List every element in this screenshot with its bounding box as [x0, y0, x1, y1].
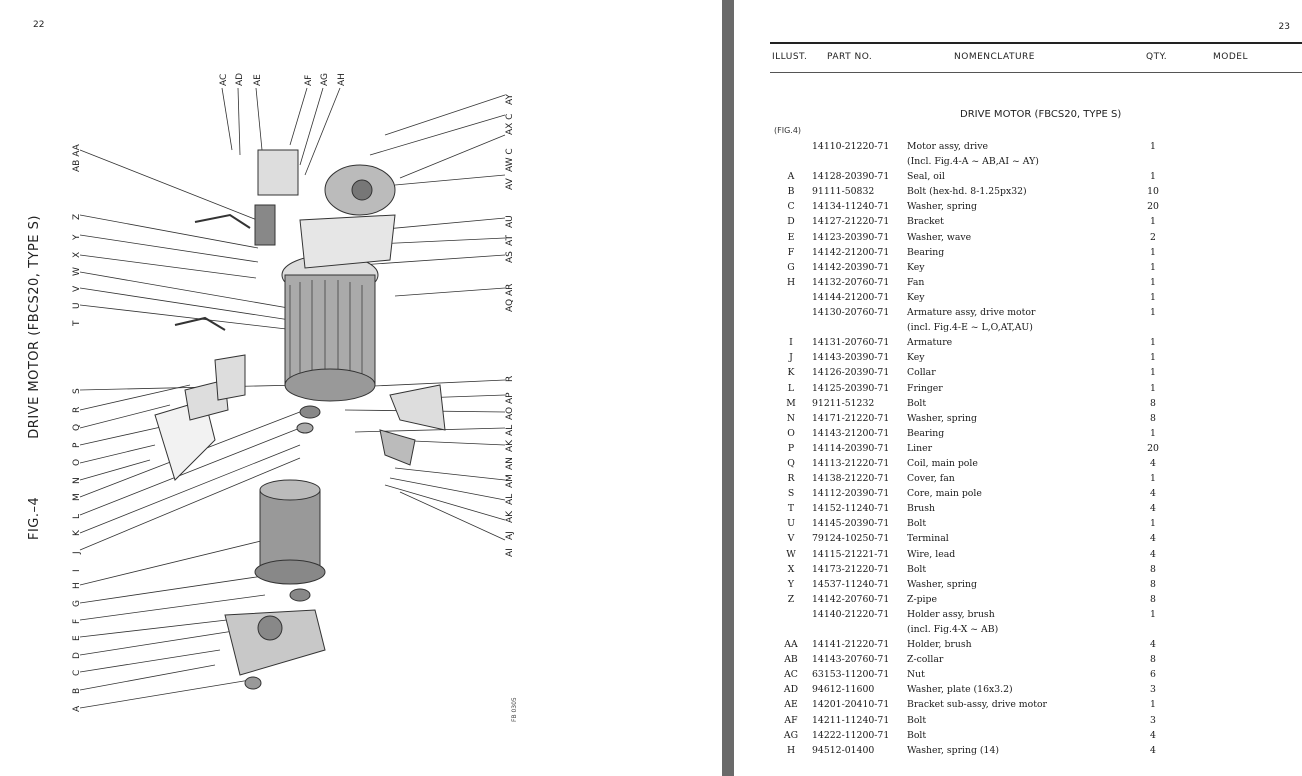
- part-no-cell: 91211-51232: [812, 397, 875, 409]
- parts-table: [734, 139, 1302, 758]
- nomenclature-cell: Bracket sub-assy, drive motor: [907, 699, 1047, 711]
- part-no-cell: 14113-21220-71: [812, 457, 890, 469]
- illust-cell: T: [787, 503, 795, 515]
- part-no-cell: 14127-21220-71: [812, 216, 890, 228]
- table-row: [734, 350, 1302, 365]
- illust-cell: Y: [787, 578, 795, 590]
- nomenclature-cell: Bolt: [907, 714, 927, 726]
- svg-text:AP: AP: [505, 392, 515, 404]
- qty-cell: 1: [1150, 307, 1156, 319]
- table-row: [734, 381, 1302, 396]
- page-number-left: 22: [33, 20, 45, 30]
- table-row: [734, 592, 1302, 607]
- qty-cell: 1: [1150, 246, 1156, 258]
- table-row: [734, 290, 1302, 305]
- illust-cell: M: [786, 397, 796, 409]
- svg-text:X: X: [72, 251, 82, 258]
- svg-text:H: H: [72, 582, 82, 589]
- qty-cell: 1: [1150, 382, 1156, 394]
- nomenclature-cell: Bolt: [907, 518, 927, 530]
- figure-label: FIG.–4: [26, 496, 42, 540]
- table-row: [734, 547, 1302, 562]
- part-no-cell: 14143-20760-71: [812, 654, 890, 666]
- part-no-cell: 14152-11240-71: [812, 503, 890, 515]
- qty-cell: 3: [1150, 714, 1156, 726]
- callout-ad: AD: [235, 72, 245, 86]
- table-row: [734, 471, 1302, 486]
- nomenclature-cell: Fan: [907, 276, 925, 288]
- part-no-cell: 94512-01400: [812, 744, 875, 756]
- svg-text:B: B: [72, 687, 82, 694]
- illust-cell: AC: [784, 669, 798, 681]
- part-no-cell: 14112-20390-71: [812, 488, 890, 500]
- qty-cell: 4: [1150, 503, 1156, 515]
- qty-cell: 8: [1150, 563, 1156, 575]
- illust-cell: H: [786, 744, 796, 756]
- illust-cell: Q: [787, 457, 795, 469]
- table-row: [734, 260, 1302, 275]
- qty-cell: 4: [1150, 729, 1156, 741]
- svg-text:AL: AL: [505, 424, 515, 436]
- part-no-cell: 14142-20390-71: [812, 261, 890, 273]
- nomenclature-cell: Bearing: [907, 427, 945, 439]
- nomenclature-cell: Cover, fan: [907, 473, 955, 485]
- part-no-cell: 14143-20390-71: [812, 352, 890, 364]
- svg-text:AB AA: AB AA: [72, 144, 82, 172]
- qty-cell: 4: [1150, 744, 1156, 756]
- svg-text:O: O: [72, 458, 82, 466]
- svg-text:F: F: [72, 618, 82, 624]
- table-row: [734, 411, 1302, 426]
- callout-ag: AG: [320, 73, 330, 86]
- table-row: [734, 441, 1302, 456]
- nomenclature-cell: Key: [907, 291, 925, 303]
- nomenclature-cell: Armature assy, drive motor: [907, 307, 1036, 319]
- qty-cell: 1: [1150, 276, 1156, 288]
- nomenclature-cell: Holder assy, brush: [907, 608, 995, 620]
- part-no-cell: 79124-10250-71: [812, 533, 890, 545]
- illust-cell: AE: [784, 699, 798, 711]
- svg-text:AM: AM: [505, 474, 515, 488]
- qty-cell: 1: [1150, 171, 1156, 183]
- svg-text:AY: AY: [505, 94, 515, 105]
- part-no-cell: 14142-20760-71: [812, 593, 890, 605]
- qty-cell: 4: [1150, 548, 1156, 560]
- callouts-right: [505, 94, 515, 557]
- svg-text:W: W: [72, 267, 82, 276]
- illust-cell: W: [786, 548, 796, 560]
- figure-code: FB 0305: [511, 697, 518, 722]
- illust-cell: L: [787, 382, 795, 394]
- illust-cell: I: [789, 337, 793, 349]
- qty-cell: 8: [1150, 654, 1156, 666]
- part-no-cell: 14173-21220-71: [812, 563, 890, 575]
- figure-reference: (FIG.4): [774, 126, 802, 135]
- part-no-cell: 14140-21220-71: [812, 608, 890, 620]
- nomenclature-cell: Nut: [907, 669, 925, 681]
- nomenclature-cell: Washer, plate (16x3.2): [907, 684, 1013, 696]
- part-no-cell: 14171-21220-71: [812, 412, 890, 424]
- qty-cell: 8: [1150, 397, 1156, 409]
- part-no-cell: 14537-11240-71: [812, 578, 890, 590]
- svg-text:C: C: [72, 669, 82, 676]
- nomenclature-cell: Motor assy, drive: [907, 141, 988, 152]
- table-row: [734, 667, 1302, 682]
- svg-text:K: K: [72, 530, 82, 536]
- part-no-cell: 14222-11200-71: [812, 729, 890, 741]
- table-row: [734, 275, 1302, 290]
- illust-cell: D: [787, 216, 795, 228]
- table-row: [734, 230, 1302, 245]
- svg-text:AO: AO: [505, 406, 515, 420]
- part-no-cell: 14125-20390-71: [812, 382, 890, 394]
- nomenclature-cell: Seal, oil: [907, 171, 945, 183]
- svg-text:AN: AN: [505, 457, 515, 470]
- svg-text:AT: AT: [505, 235, 515, 246]
- table-row: [734, 426, 1302, 441]
- svg-text:AX C: AX C: [505, 113, 515, 135]
- qty-cell: 8: [1150, 578, 1156, 590]
- illust-cell: R: [787, 473, 795, 485]
- table-row: [734, 456, 1302, 471]
- nomenclature-cell: Collar: [907, 367, 936, 379]
- illust-cell: P: [787, 442, 795, 454]
- qty-cell: 1: [1150, 699, 1156, 711]
- svg-text:N: N: [72, 477, 82, 484]
- qty-cell: 8: [1150, 412, 1156, 424]
- svg-text:Q: Q: [72, 423, 82, 431]
- table-row: [734, 199, 1302, 214]
- nomenclature-cell: Washer, spring: [907, 201, 977, 213]
- nomenclature-cell: (incl. Fig.4-X ~ AB): [907, 624, 999, 635]
- nomenclature-cell: Bearing: [907, 246, 945, 258]
- part-no-cell: 14131-20760-71: [812, 337, 890, 349]
- part-no-cell: 14141-21220-71: [812, 639, 890, 651]
- svg-text:V: V: [72, 285, 82, 292]
- part-no-cell: 14110-21220-71: [812, 141, 890, 152]
- illust-cell: Z: [787, 593, 795, 605]
- section-title: DRIVE MOTOR (FBCS20, TYPE S): [960, 109, 1122, 120]
- header-nomenclature: NOMENCLATURE: [954, 52, 1035, 62]
- nomenclature-cell: Z-pipe: [907, 593, 937, 605]
- table-row: [734, 516, 1302, 531]
- part-no-cell: 14138-21220-71: [812, 473, 890, 485]
- nomenclature-cell: Key: [907, 352, 925, 364]
- nomenclature-cell: Bolt (hex-hd. 8-1.25px32): [907, 186, 1027, 198]
- qty-cell: 6: [1150, 669, 1156, 681]
- nomenclature-cell: Wire, lead: [907, 548, 956, 560]
- table-row: [734, 652, 1302, 667]
- nomenclature-cell: Key: [907, 261, 925, 273]
- header-illust: ILLUST.: [772, 52, 808, 62]
- svg-text:AQ: AQ: [505, 298, 515, 312]
- illust-cell: B: [787, 186, 795, 198]
- nomenclature-cell: Washer, wave: [907, 231, 972, 243]
- page-gutter: [722, 0, 734, 776]
- nomenclature-cell: (Incl. Fig.4-A ~ AB,AI ~ AY): [907, 156, 1039, 168]
- part-no-cell: 94612-11600: [812, 684, 875, 696]
- table-row: [734, 169, 1302, 184]
- part-no-cell: 14128-20390-71: [812, 171, 890, 183]
- illust-cell: O: [787, 427, 795, 439]
- svg-text:T: T: [72, 320, 82, 326]
- qty-cell: 1: [1150, 352, 1156, 364]
- svg-text:D: D: [72, 652, 82, 659]
- svg-text:P: P: [72, 442, 82, 448]
- table-row: [734, 697, 1302, 712]
- table-row: [734, 743, 1302, 758]
- svg-text:S: S: [72, 388, 82, 394]
- motor-parts: [155, 150, 445, 689]
- part-no-cell: 63153-11200-71: [812, 669, 890, 681]
- illust-cell: G: [787, 261, 795, 273]
- table-row: [734, 728, 1302, 743]
- svg-text:AK: AK: [505, 439, 515, 452]
- qty-cell: 1: [1150, 473, 1156, 485]
- svg-text:AI: AI: [505, 548, 515, 557]
- qty-cell: 1: [1150, 216, 1156, 228]
- qty-cell: 2: [1150, 231, 1156, 243]
- qty-cell: 20: [1147, 201, 1159, 213]
- table-row: [734, 486, 1302, 501]
- table-row: [734, 139, 1302, 154]
- page-number-right: 23: [1278, 22, 1290, 32]
- illust-cell: H: [786, 276, 796, 288]
- illust-cell: C: [787, 201, 795, 213]
- nomenclature-cell: Z-collar: [907, 654, 944, 666]
- nomenclature-cell: Bolt: [907, 563, 927, 575]
- figure-title: DRIVE MOTOR (FBCS20, TYPE S): [26, 215, 42, 439]
- nomenclature-cell: Terminal: [907, 533, 949, 545]
- qty-cell: 4: [1150, 457, 1156, 469]
- table-row: [734, 713, 1302, 728]
- table-row: [734, 335, 1302, 350]
- qty-cell: 3: [1150, 684, 1156, 696]
- table-row: [734, 396, 1302, 411]
- svg-text:AL: AL: [505, 493, 515, 505]
- qty-cell: 1: [1150, 291, 1156, 303]
- callouts-top: [219, 73, 347, 86]
- part-no-cell: 14126-20390-71: [812, 367, 890, 379]
- nomenclature-cell: Core, main pole: [907, 488, 982, 500]
- table-row: [734, 531, 1302, 546]
- qty-cell: 1: [1150, 337, 1156, 349]
- part-no-cell: 14142-21200-71: [812, 246, 890, 258]
- callout-ah: AH: [337, 73, 347, 86]
- qty-cell: 1: [1150, 261, 1156, 273]
- svg-text:AU: AU: [505, 215, 515, 228]
- right-page: [734, 0, 1302, 776]
- svg-text:AJ: AJ: [505, 531, 515, 540]
- table-row: [734, 245, 1302, 260]
- nomenclature-cell: (incl. Fig.4-E ~ L,O,AT,AU): [907, 322, 1033, 334]
- illust-cell: K: [787, 367, 795, 379]
- svg-text:AR: AR: [505, 283, 515, 296]
- nomenclature-cell: Liner: [907, 442, 933, 454]
- qty-cell: 4: [1150, 533, 1156, 545]
- nomenclature-cell: Armature: [907, 337, 953, 349]
- nomenclature-cell: Bolt: [907, 729, 927, 741]
- svg-text:U: U: [72, 302, 82, 309]
- illust-cell: V: [787, 533, 795, 545]
- table-row: [734, 184, 1302, 199]
- table-row: [734, 577, 1302, 592]
- svg-text:E: E: [72, 635, 82, 641]
- callout-ae: AE: [253, 74, 263, 86]
- svg-text:J: J: [72, 551, 82, 554]
- table-row: [734, 320, 1302, 335]
- table-row: [734, 607, 1302, 622]
- nomenclature-cell: Washer, spring (14): [907, 744, 1000, 756]
- part-no-cell: 14123-20390-71: [812, 231, 890, 243]
- part-no-cell: 14132-20760-71: [812, 276, 890, 288]
- illust-cell: F: [787, 246, 795, 258]
- illust-cell: S: [787, 488, 795, 500]
- table-row: [734, 501, 1302, 516]
- svg-text:M: M: [72, 493, 82, 501]
- callout-ac: AC: [219, 73, 229, 86]
- header-qty: QTY.: [1146, 52, 1168, 62]
- svg-text:G: G: [72, 600, 82, 607]
- svg-text:AW C: AW C: [505, 148, 515, 172]
- part-no-cell: 14145-20390-71: [812, 518, 890, 530]
- illust-cell: E: [787, 231, 795, 243]
- svg-text:Y: Y: [72, 234, 82, 240]
- qty-cell: 1: [1150, 608, 1156, 620]
- part-no-cell: 14134-11240-71: [812, 201, 890, 213]
- illust-cell: AB: [784, 654, 798, 666]
- svg-text:R: R: [72, 406, 82, 413]
- part-no-cell: 14114-20390-71: [812, 442, 890, 454]
- illust-cell: X: [787, 563, 795, 575]
- table-row: [734, 562, 1302, 577]
- header-model: MODEL: [1213, 52, 1248, 62]
- nomenclature-cell: Washer, spring: [907, 412, 977, 424]
- illust-cell: AG: [783, 729, 799, 741]
- qty-cell: 20: [1147, 442, 1159, 454]
- part-no-cell: 14211-11240-71: [812, 714, 890, 726]
- svg-text:AV: AV: [505, 178, 515, 190]
- callouts-left: [72, 143, 82, 712]
- table-row: [734, 682, 1302, 697]
- qty-cell: 4: [1150, 639, 1156, 651]
- table-row: [734, 365, 1302, 380]
- svg-text:I: I: [72, 569, 82, 572]
- svg-text:A: A: [72, 705, 82, 712]
- qty-cell: 8: [1150, 593, 1156, 605]
- illust-cell: AA: [784, 639, 798, 651]
- table-row: [734, 637, 1302, 652]
- table-row: [734, 214, 1302, 229]
- qty-cell: 1: [1150, 427, 1156, 439]
- illust-cell: U: [787, 518, 795, 530]
- part-no-cell: 14201-20410-71: [812, 699, 890, 711]
- table-row: [734, 154, 1302, 169]
- illust-cell: A: [787, 171, 795, 183]
- part-no-cell: 14143-21200-71: [812, 427, 890, 439]
- header-part-no: PART NO.: [827, 52, 873, 62]
- table-row: [734, 305, 1302, 320]
- svg-text:Z: Z: [72, 213, 82, 220]
- callout-af: AF: [304, 74, 314, 86]
- nomenclature-cell: Holder, brush: [907, 639, 972, 651]
- svg-text:L: L: [72, 513, 82, 519]
- part-no-cell: 14115-21221-71: [812, 548, 890, 560]
- illust-cell: AF: [784, 714, 798, 726]
- qty-cell: 10: [1147, 186, 1159, 198]
- part-no-cell: 91111-50832: [812, 186, 875, 198]
- qty-cell: 1: [1150, 367, 1156, 379]
- table-row: [734, 622, 1302, 637]
- nomenclature-cell: Coil, main pole: [907, 457, 978, 469]
- illust-cell: AD: [783, 684, 799, 696]
- svg-text:AK: AK: [505, 510, 515, 523]
- part-no-cell: 14144-21200-71: [812, 291, 890, 303]
- qty-cell: 1: [1150, 518, 1156, 530]
- nomenclature-cell: Bracket: [907, 216, 944, 228]
- svg-text:AS: AS: [505, 251, 515, 263]
- nomenclature-cell: Fringer: [907, 382, 943, 394]
- qty-cell: 4: [1150, 488, 1156, 500]
- qty-cell: 1: [1150, 141, 1156, 152]
- svg-text:R: R: [505, 375, 515, 382]
- part-no-cell: 14130-20760-71: [812, 307, 890, 319]
- table-header: [770, 42, 1302, 73]
- illust-cell: J: [789, 352, 793, 364]
- nomenclature-cell: Brush: [907, 503, 936, 515]
- nomenclature-cell: Washer, spring: [907, 578, 977, 590]
- nomenclature-cell: Bolt: [907, 397, 927, 409]
- illust-cell: N: [786, 412, 796, 424]
